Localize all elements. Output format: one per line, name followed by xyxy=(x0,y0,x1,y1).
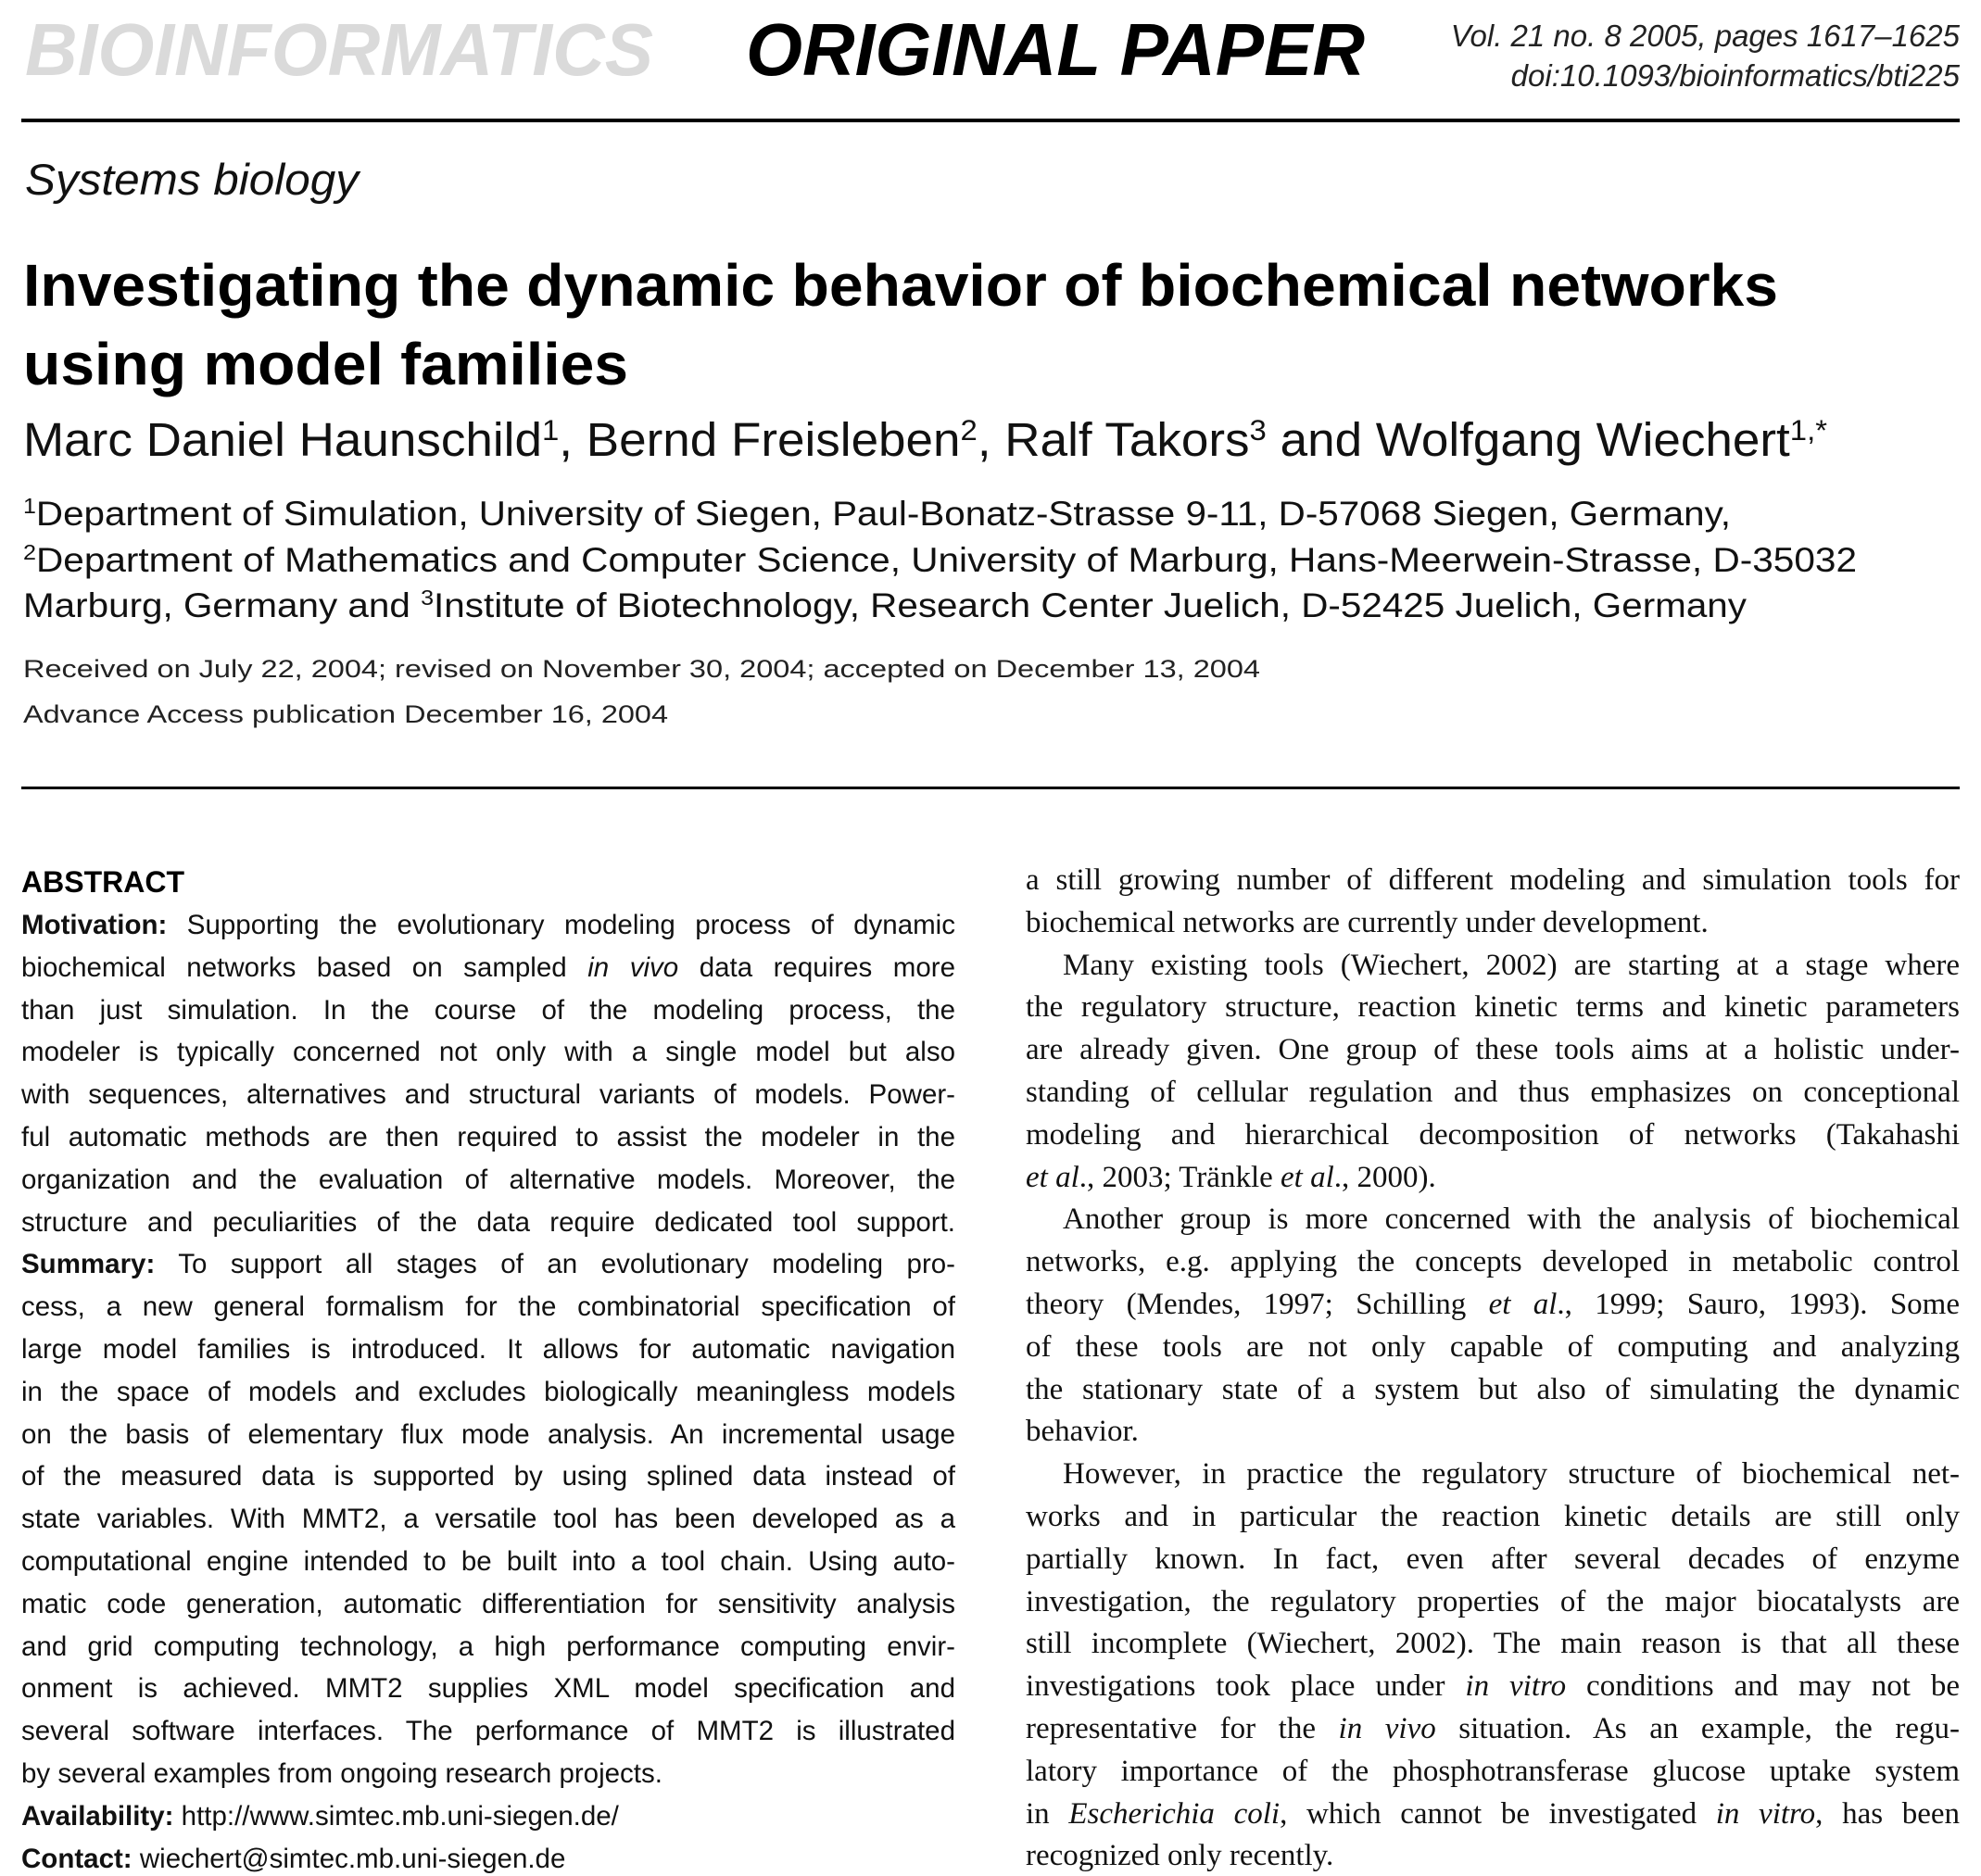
author-affiliation-marker: 3 xyxy=(1249,412,1267,447)
text-line xyxy=(1026,905,1709,939)
text-run: situation. As an example, the regu- xyxy=(1435,1712,1960,1745)
affiliation-line-1 xyxy=(23,494,1731,533)
text-line xyxy=(21,1463,955,1491)
text-line xyxy=(21,1418,955,1450)
text-line xyxy=(1026,1077,1960,1108)
text-line xyxy=(1063,948,1960,982)
text-run: large model families is introduced. It allows for automatic navigation xyxy=(21,1334,955,1365)
text-run: ., 2003; Tränkle xyxy=(1079,1160,1281,1194)
section-label: Systems biology xyxy=(25,155,359,204)
text-line xyxy=(21,1336,955,1364)
text-run: networks, e.g. applying the concepts developed in metabolic control xyxy=(1026,1245,1960,1279)
text-run: http://www.simtec.mb.uni-siegen.de/ xyxy=(173,1800,619,1832)
text-line xyxy=(21,1376,955,1407)
text-run: of the measured data is supported by using splined data instead of xyxy=(21,1461,955,1492)
text-run: still incomplete (Wiechert, 2002). The main reason is that all these xyxy=(1026,1627,1960,1661)
text-line xyxy=(21,1124,955,1152)
author-separator: , xyxy=(559,413,587,466)
text-line xyxy=(1026,1035,1960,1065)
text-run: investigations took place under xyxy=(1026,1669,1466,1704)
text-line xyxy=(21,1588,955,1619)
text-line xyxy=(1026,1329,1960,1364)
text-line xyxy=(21,994,955,1026)
author-name: Bernd Freisleben xyxy=(586,413,961,466)
text-line xyxy=(21,912,955,939)
text-run: and grid computing technology, a high performance computing envir- xyxy=(21,1630,955,1662)
paper-type-label: ORIGINAL PAPER xyxy=(746,8,1365,91)
text-line xyxy=(1026,1671,1960,1702)
text-run: theory (Mendes, 1997; Schilling xyxy=(1026,1288,1489,1321)
text-run: representative for the xyxy=(1026,1712,1339,1745)
text-run: However, in practice the regulatory structure of biochemical net- xyxy=(1063,1457,1960,1492)
advance-access-date: Advance Access publication December 16, 2004 xyxy=(23,700,668,728)
text-run: biochemical networks based on sampled xyxy=(21,951,588,983)
text-line xyxy=(21,1718,955,1745)
text-run: Many existing tools (Wiechert, 2002) are starting at a stage where xyxy=(1063,948,1960,982)
text-run: , has been xyxy=(1815,1796,1960,1831)
text-run: , which cannot be investigated xyxy=(1280,1796,1716,1831)
citation-doi: doi:10.1093/bioinformatics/bti225 xyxy=(1510,58,1960,93)
text-line xyxy=(1026,1841,1333,1871)
italic-text: et al xyxy=(1281,1160,1334,1194)
text-run: a still growing number of different modeling and simulation tools for xyxy=(1026,863,1960,897)
text-line xyxy=(21,1166,955,1194)
text-run: ., 2000). xyxy=(1333,1160,1436,1194)
text-run: state variables. With MMT2, a versatile tool has been developed as a xyxy=(21,1504,955,1535)
citation-volume: Vol. 21 no. 8 2005, pages 1617–1625 xyxy=(1450,19,1960,53)
text-line xyxy=(21,1800,619,1832)
affiliation-text: Department of Simulation, University of Siegen, Paul-Bonatz-Strasse 9-11, D-57068 Siegen, Germany, xyxy=(35,495,1731,533)
text-line xyxy=(1026,1290,1960,1320)
text-run: on the basis of elementary flux mode analysis. An incremental usage xyxy=(21,1418,955,1450)
text-run: with sequences, alternatives and structural variants of models. Power- xyxy=(21,1079,955,1111)
text-run: onment is achieved. MMT2 supplies XML model specification and xyxy=(21,1673,955,1705)
text-run: behavior. xyxy=(1026,1415,1139,1449)
text-run: organization and the evaluation of alternative models. Moreover, the xyxy=(21,1164,955,1195)
text-line xyxy=(1063,1204,1960,1235)
journal-name: BIOINFORMATICS xyxy=(25,8,653,91)
affiliation-text: Marburg, Germany and xyxy=(23,586,422,624)
text-line xyxy=(21,1081,955,1109)
run-in-heading: Availability: xyxy=(21,1800,174,1832)
title-line-1: Investigating the dynamic behavior of biochemical networks xyxy=(23,252,1778,319)
author-name: Marc Daniel Haunschild xyxy=(23,413,542,466)
text-line xyxy=(21,1251,955,1278)
italic-text: in vivo xyxy=(587,951,679,983)
text-run: several software interfaces. The performance of MMT2 is illustrated xyxy=(21,1716,955,1747)
text-run: matic code generation, automatic differentiation for sensitivity analysis xyxy=(21,1588,955,1619)
text-line xyxy=(21,951,955,983)
run-in-heading: Motivation: xyxy=(21,910,168,940)
affiliation-marker: 3 xyxy=(421,585,435,611)
italic-text: in vivo xyxy=(1338,1712,1436,1745)
author-name: Ralf Takors xyxy=(1004,413,1250,466)
text-line xyxy=(21,1760,662,1788)
abstract-heading: ABSTRACT xyxy=(21,865,184,899)
italic-text: in vitro xyxy=(1715,1796,1816,1831)
text-run: modeler is typically concerned not only with a single model but also xyxy=(21,1037,955,1068)
text-run: partially known. In fact, even after several decades of enzyme xyxy=(1026,1542,1960,1576)
text-line xyxy=(1026,1584,1960,1618)
text-run: ful automatic methods are then required to assist the modeler in the xyxy=(21,1122,955,1152)
italic-text: et al xyxy=(1488,1288,1558,1321)
text-line xyxy=(21,1845,565,1873)
affiliation-marker: 1 xyxy=(23,494,36,519)
affiliation-text: Department of Mathematics and Computer Science, University of Marburg, Hans-Meerwein-Strasse, D-35032 xyxy=(35,541,1857,579)
text-run: standing of cellular regulation and thus emphasizes on conceptional xyxy=(1026,1076,1960,1109)
text-line xyxy=(1026,1756,1960,1787)
header-rule xyxy=(21,119,1960,122)
text-run: the stationary state of a system but also of simulating the dynamic xyxy=(1026,1372,1960,1406)
text-line xyxy=(21,1206,955,1238)
text-line xyxy=(1026,865,1960,896)
text-line xyxy=(1026,1714,1960,1744)
text-line xyxy=(1026,1247,1960,1278)
text-line xyxy=(1026,1416,1139,1447)
run-in-heading: Summary: xyxy=(21,1249,156,1280)
text-run: in xyxy=(1026,1796,1069,1831)
text-run: cess, a new general formalism for the combinatorial specification of xyxy=(21,1291,955,1323)
text-line xyxy=(1026,1117,1960,1152)
text-run: wiechert@simtec.mb.uni-siegen.de xyxy=(132,1843,566,1874)
text-line xyxy=(1026,1502,1960,1532)
text-run: of these tools are not only capable of computing and analyzing xyxy=(1026,1329,1960,1364)
text-run: the regulatory structure, reaction kinetic terms and kinetic parameters xyxy=(1026,990,1960,1025)
received-dates: Received on July 22, 2004; revised on November 30, 2004; accepted on December 13, 2004 xyxy=(23,655,1260,683)
text-run: conditions and may not be xyxy=(1566,1669,1960,1704)
text-run: investigation, the regulatory properties of the major biocatalysts are xyxy=(1026,1584,1960,1618)
text-line xyxy=(21,1293,955,1321)
author-affiliation-marker: 1,* xyxy=(1789,412,1827,447)
section-rule xyxy=(21,787,1960,789)
text-run: To support all stages of an evolutionary modeling pro- xyxy=(155,1249,955,1280)
text-run: modeling and hierarchical decomposition of networks (Takahashi xyxy=(1026,1117,1960,1152)
text-run: ., 1999; Sauro, 1993). Some xyxy=(1557,1288,1960,1321)
author-affiliation-marker: 2 xyxy=(960,412,978,447)
affiliation-line-3 xyxy=(23,585,1748,624)
text-run: data requires more xyxy=(678,951,955,983)
text-line xyxy=(1063,1459,1960,1490)
author-name: Wolfgang Wiechert xyxy=(1375,413,1790,466)
text-run: computational engine intended to be built into a tool chain. Using auto- xyxy=(21,1546,955,1577)
italic-text: Escherichia coli xyxy=(1068,1796,1281,1831)
text-run: works and in particular the reaction kinetic details are still only xyxy=(1026,1500,1960,1533)
text-run: recognized only recently. xyxy=(1026,1839,1334,1873)
title-line-2: using model families xyxy=(23,331,628,397)
text-run: biochemical networks are currently under development. xyxy=(1026,905,1709,939)
italic-text: in vitro xyxy=(1465,1669,1567,1704)
text-line xyxy=(21,1505,955,1533)
text-run: Another group is more concerned with the analysis of biochemical xyxy=(1063,1202,1960,1237)
text-line xyxy=(1026,992,1960,1023)
text-run: structure and peculiarities of the data require dedicated tool support. xyxy=(21,1206,955,1238)
author-list xyxy=(23,412,1827,466)
italic-text: et al xyxy=(1026,1160,1079,1194)
text-line xyxy=(21,1630,955,1662)
text-line xyxy=(21,1675,955,1703)
affiliation-line-2 xyxy=(23,540,1857,579)
text-run: Supporting the evolutionary modeling process of dynamic xyxy=(167,910,955,940)
text-run: in the space of models and excludes biologically meaningless models xyxy=(21,1376,955,1407)
text-run: latory importance of the phosphotransferase glucose uptake system xyxy=(1026,1754,1960,1788)
text-run: by several examples from ongoing research projects. xyxy=(21,1758,662,1789)
author-affiliation-marker: 1 xyxy=(541,412,560,447)
text-line xyxy=(1026,1372,1960,1406)
author-separator: , xyxy=(977,413,1005,466)
text-line xyxy=(21,1039,955,1066)
text-line xyxy=(1026,1160,1436,1194)
text-run: are already given. One group of these tools aims at a holistic under- xyxy=(1026,1033,1960,1067)
affiliation-text: Institute of Biotechnology, Research Center Juelich, D-52425 Juelich, Germany xyxy=(434,586,1748,624)
text-run: than just simulation. In the course of the modeling process, the xyxy=(21,994,955,1026)
text-line xyxy=(21,1548,955,1576)
affiliation-marker: 2 xyxy=(23,540,36,565)
run-in-heading: Contact: xyxy=(21,1843,132,1874)
text-line xyxy=(1026,1629,1960,1659)
text-line xyxy=(1026,1796,1960,1831)
author-separator: and xyxy=(1266,413,1376,466)
text-line xyxy=(1026,1544,1960,1575)
